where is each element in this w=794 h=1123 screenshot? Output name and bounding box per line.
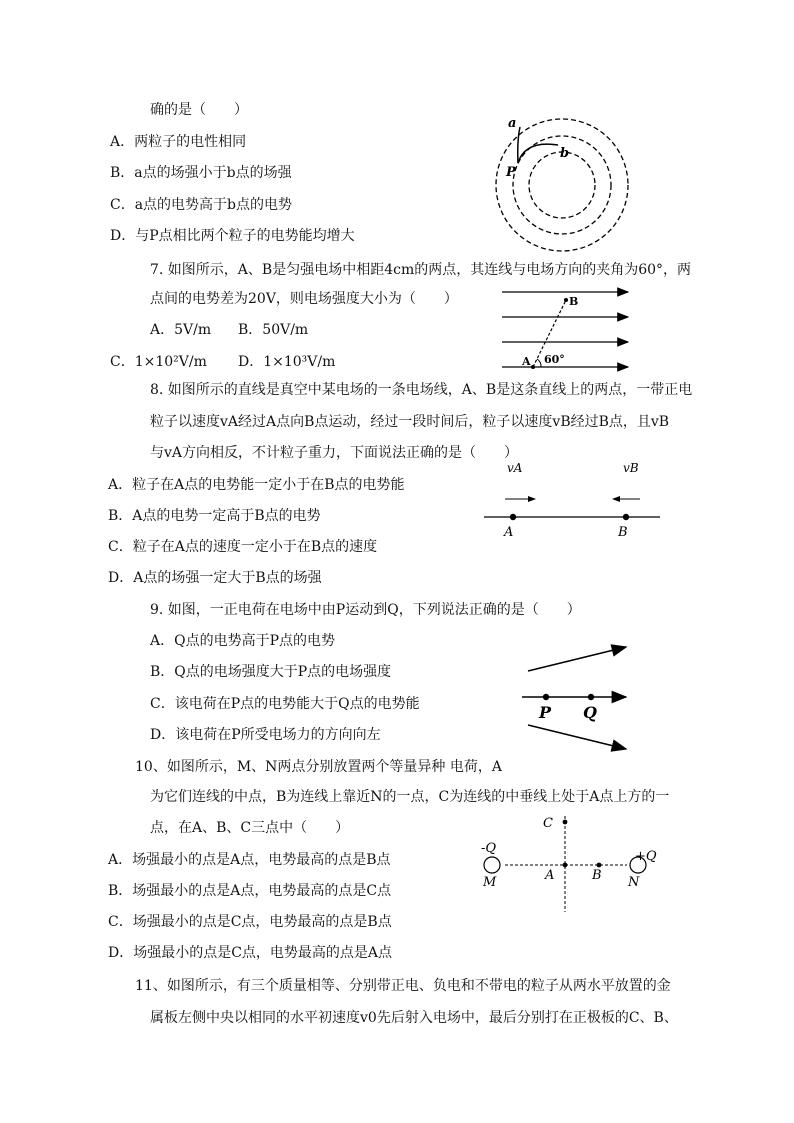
q11-stem-line2: 属板左侧中央以相同的水平初速度v0先后射入电场中，最后分别打在正极板的C、B、 (150, 1010, 678, 1026)
label-b: B (569, 295, 579, 308)
q6-figure-concentric-circles (490, 105, 635, 265)
label-p: P (539, 703, 552, 722)
label-a: A (522, 355, 531, 368)
q10-option-a: A．场强最小的点是A点，电势最高的点是B点 (108, 852, 391, 868)
q9-option-d: D．该电荷在P所受电场力的方向向左 (150, 727, 381, 743)
equipotential-circle-outer (496, 119, 628, 251)
q7-stem-line1: 7. 如图所示，A、B是匀强电场中相距4cm的两点，其连线与电场方向的夹角为60°，两 (150, 262, 692, 278)
q9-option-c: C．该电荷在P点的电势能大于Q点的电势能 (150, 696, 420, 712)
q7-figure-uniform-field (500, 283, 635, 373)
point-q (588, 694, 594, 700)
q8-option-a: A．粒子在A点的电势能一定小于在B点的电势能 (108, 477, 405, 493)
point-a (563, 863, 568, 868)
point-a (531, 365, 535, 369)
q10-option-b: B．场强最小的点是A点，电势最高的点是C点 (108, 883, 392, 899)
equipotential-circle-inner (529, 152, 595, 218)
label-minus-q: -Q (481, 841, 497, 856)
q7-option-b: B．50V/m (238, 322, 309, 338)
label-vb: vB (623, 461, 639, 475)
label-c: C (543, 816, 553, 831)
q9-figure-field-lines (518, 640, 633, 755)
label-plus-q: +Q (635, 849, 657, 864)
q6-option-b: B．a点的场强小于b点的场强 (110, 165, 292, 181)
label-b: b (560, 146, 570, 161)
q8-stem-line2: 粒子以速度vA经过A点向B点运动，经过一段时间后，粒子以速度vB经过B点，且vB (150, 414, 670, 430)
q9-stem: 9. 如图，一正电荷在电场中由P运动到Q，下列说法正确的是（ ） (150, 602, 581, 618)
label-p: P (506, 165, 516, 180)
q6-option-c: C．a点的电势高于b点的电势 (110, 197, 293, 213)
label-n: N (628, 875, 640, 890)
point-a (510, 514, 516, 520)
label-q: Q (583, 703, 597, 722)
point-b (564, 298, 568, 302)
q8-stem-line3: 与vA方向相反，不计粒子重力，下面说法正确的是（ ） (150, 445, 519, 461)
point-c (563, 820, 568, 825)
q10-stem-line1: 10、如图所示，M、N两点分别放置两个等量异种 电荷，A (135, 759, 502, 775)
q10-figure-dipole (475, 812, 670, 914)
q7-stem-line2: 点间的电势差为20V，则电场强度大小为（ ） (150, 291, 458, 307)
q9-option-a: A．Q点的电势高于P点的电势 (150, 633, 336, 649)
q8-option-d: D．A点的场强一定大于B点的场强 (108, 570, 322, 586)
angle-arc (537, 359, 541, 367)
q6-stem-tail: 确的是（ ） (150, 102, 248, 118)
label-b: B (618, 525, 628, 540)
q6-option-d: D．与P点相比两个粒子的电势能均增大 (110, 228, 355, 244)
label-b: B (592, 868, 602, 883)
label-m: M (483, 875, 497, 890)
point-b (597, 863, 602, 868)
label-a: a (508, 116, 517, 131)
label-a: A (504, 525, 514, 540)
point-b (623, 514, 629, 520)
q10-stem-line3: 点，在A、B、C三点中（ ） (150, 820, 350, 836)
q8-option-c: C．粒子在A点的速度一定小于在B点的速度 (108, 539, 378, 555)
q10-stem-line2: 为它们连线的中点，B为连线上靠近N的一点，C为连线的中垂线上处于A点上方的一 (150, 789, 670, 805)
q11-stem-line1: 11、如图所示，有三个质量相等、分别带正电、负电和不带电的粒子从两水平放置的金 (135, 978, 671, 994)
q10-option-d: D．场强最小的点是C点，电势最高的点是A点 (108, 945, 393, 961)
field-line-bottom (528, 725, 626, 749)
q8-figure-field-line (480, 458, 665, 540)
q8-option-b: B．A点的电势一定高于B点的电势 (108, 508, 321, 524)
q8-stem-line1: 8. 如图所示的直线是真空中某电场的一条电场线，A、B是这条直线上的两点，一带正电 (150, 382, 693, 398)
charge-m (484, 857, 500, 873)
q10-option-c: C．场强最小的点是C点，电势最高的点是B点 (108, 914, 392, 930)
point-p (543, 694, 549, 700)
q7-option-a: A．5V/m (150, 322, 212, 338)
q6-option-a: A．两粒子的电性相同 (110, 134, 247, 150)
q7-option-c: C．1×10²V/m (110, 354, 207, 370)
label-a: A (545, 868, 555, 883)
label-angle: 60° (544, 353, 565, 366)
field-line-top (528, 647, 626, 671)
label-va: vA (507, 461, 523, 475)
q9-option-b: B．Q点的电场强度大于P点的电场强度 (150, 664, 392, 680)
q7-option-d: D．1×10³V/m (238, 354, 336, 370)
